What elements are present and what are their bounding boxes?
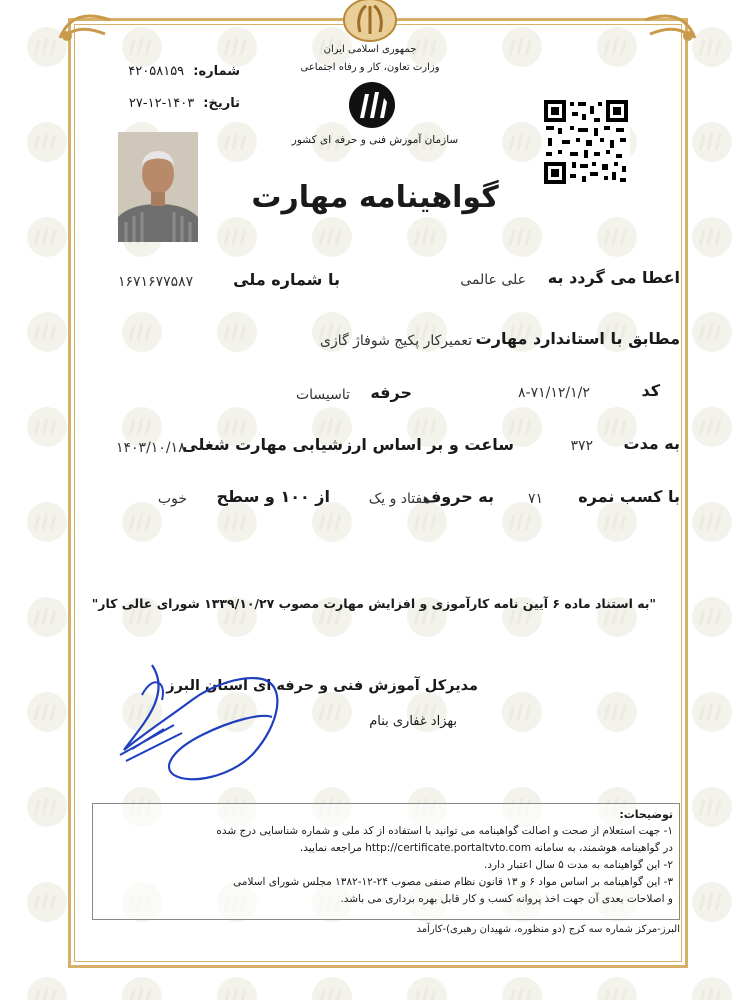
notes-line: و اصلاحات بعدی آن جهت اخذ پروانه کسب و کار قابل بهره برداری می باشد. (340, 893, 673, 905)
duration-label: به مدت (623, 434, 680, 453)
national-id-label: با شماره ملی (233, 270, 340, 289)
words-value: هفتاد و یک (368, 491, 430, 507)
notes-line: ۳- این گواهینامه بر اساس مواد ۶ و ۱۳ قانون نظام صنفی مصوب ۲۴-۱۲-۱۳۸۲ مجلس شورای اسلامی (233, 876, 673, 888)
holder-photo (118, 132, 198, 242)
corner-ornament-left-icon (55, 8, 115, 48)
level-value: خوب (157, 491, 187, 507)
code-label: کد (641, 381, 660, 400)
scale-text: از ۱۰۰ و سطح (216, 487, 330, 506)
profession-value: تاسیسات (295, 387, 350, 403)
exam-date: ۱۴۰۳/۱۰/۱۸ (116, 440, 186, 456)
notes-line: در گواهینامه هوشمند، به سامانه http://certificate.portaltvto.com مراجعه نمایید. (299, 842, 673, 854)
score-value: ۷۱ (527, 491, 543, 507)
duration-value: ۳۷۲ (570, 438, 593, 454)
words-label: به حروف (422, 487, 494, 506)
notes-line: ۲- این گواهینامه به مدت ۵ سال اعتبار دارد. (484, 859, 673, 871)
score-label: با کسب نمره (578, 487, 680, 506)
ministry-title: وزارت تعاون، کار و رفاه اجتماعی (300, 62, 440, 73)
code-value: ۸-۷۱/۱۲/۱/۲ (518, 385, 590, 401)
corner-ornament-right-icon (640, 8, 700, 48)
hours-text: ساعت و بر اساس ارزشیابی مهارت شغلی (182, 435, 514, 454)
organization-name: سازمان آموزش فنی و حرفه ای کشور (291, 134, 459, 146)
notes-heading: توضیحات: (619, 808, 673, 821)
profession-label: حرفه (370, 383, 412, 402)
qr-code (542, 98, 630, 186)
standard-value: تعمیرکار پکیج شوفاژ گازی (320, 333, 472, 349)
certificate-number: شماره: ۴۲۰۵۸۱۵۹ (128, 64, 240, 79)
iran-emblem-icon (342, 0, 398, 44)
notes-box (92, 803, 680, 920)
footer-address: البرز-مرکز شماره سه کرج (دو منظوره، شهیدان رهبری)-کارآمد (416, 924, 680, 935)
certificate-title: گواهینامه مهارت (251, 180, 499, 215)
holder-name: علی عالمی (460, 272, 526, 288)
notes-line: ۱- جهت استعلام از صحت و اصالت گواهینامه می توانید با استفاده از کد ملی و شماره شناسایی درج شده (216, 825, 673, 837)
standard-label: مطابق با استاندارد مهارت (475, 329, 680, 348)
signature-scribble-icon (112, 655, 292, 790)
signatory-title: مدیرکل آموزش فنی و حرفه ای استان البرز (166, 678, 478, 694)
legal-basis: "به استناد ماده ۶ آیین نامه کارآموزی و افزایش مهارت مصوب ۱۳۳۹/۱۰/۲۷ شورای عالی کار" (91, 596, 656, 611)
tvto-logo-icon (344, 80, 400, 130)
national-id-value: ۱۶۷۱۶۷۷۵۸۷ (118, 274, 194, 290)
republic-title: جمهوری اسلامی ایران (323, 44, 417, 55)
granted-label: اعطا می گردد به (547, 268, 680, 287)
signatory-name: بهزاد غفاری بنام (369, 714, 457, 729)
certificate-date: تاریخ: ۱۴۰۳-۱۲-۲۷ (128, 96, 240, 111)
